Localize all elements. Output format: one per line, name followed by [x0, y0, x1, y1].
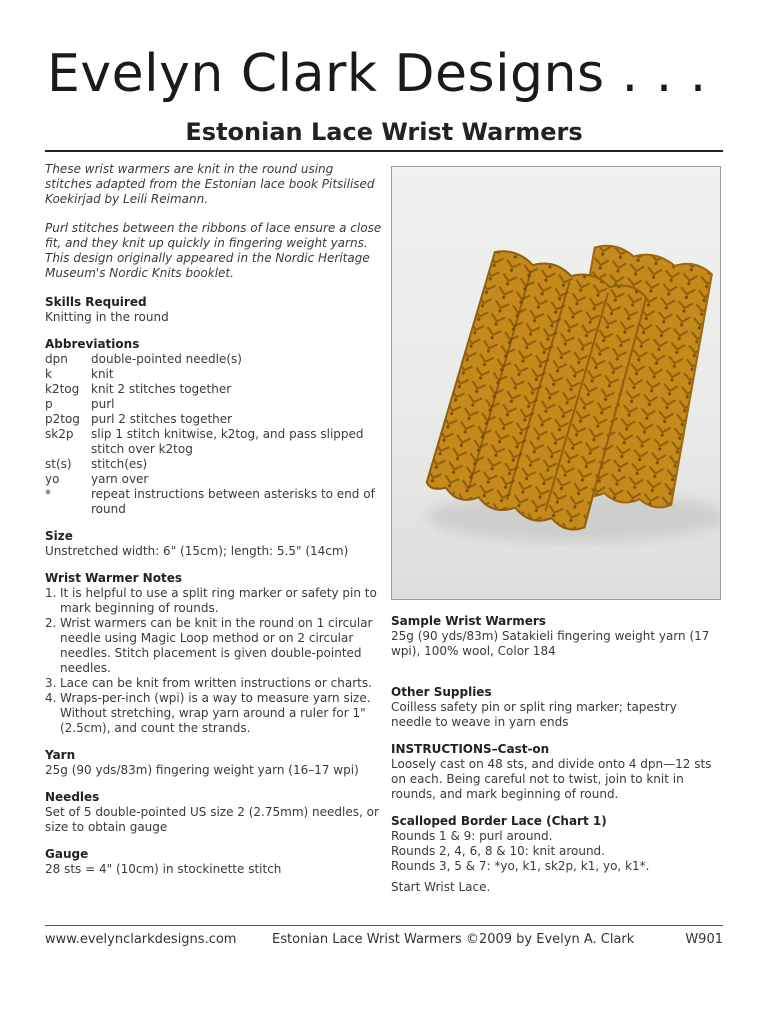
supplies-heading: Other Supplies	[391, 685, 492, 699]
footer-credit: Estonian Lace Wrist Warmers ©2009 by Evelyn A. Clark	[272, 932, 635, 947]
notes-heading: Wrist Warmer Notes	[45, 571, 182, 585]
brand-title: Evelyn Clark Designs . . .	[47, 44, 707, 104]
border-heading: Scalloped Border Lace (Chart 1)	[391, 814, 607, 828]
note-item	[45, 691, 383, 736]
wrist-warmers-illustration	[392, 167, 721, 600]
instructions-section	[391, 742, 721, 802]
abbreviations-heading: Abbreviations	[45, 337, 140, 351]
abbreviation-key: *	[45, 487, 51, 501]
note-number: 3.	[45, 676, 57, 690]
yarn-text: 25g (90 yds/83m) fingering weight yarn (16–17 wpi)	[45, 763, 359, 777]
border-line: Rounds 3, 5 & 7: *yo, k1, sk2p, k1, yo, k1*.	[391, 859, 650, 873]
footer-divider	[45, 925, 723, 926]
size-section	[45, 529, 383, 559]
abbreviation-row	[45, 352, 383, 367]
abbreviation-value: yarn over	[91, 472, 149, 486]
intro-paragraph-1: These wrist warmers are knit in the round using stitches adapted from the Estonian lace book Pitsilised Koekirjad by Leili Reimann.	[45, 162, 375, 206]
footer	[45, 930, 723, 950]
note-text: It is helpful to use a split ring marker or safety pin to mark beginning of rounds.	[60, 586, 377, 615]
abbreviation-value: purl	[91, 397, 115, 411]
gauge-section	[45, 847, 383, 877]
border-start-text: Start Wrist Lace.	[391, 880, 491, 894]
abbreviation-key: k	[45, 367, 52, 381]
left-column	[45, 162, 383, 889]
abbreviation-key: p	[45, 397, 53, 411]
footer-pattern-code: W901	[685, 932, 723, 947]
yarn-section	[45, 748, 383, 778]
abbreviation-row	[45, 397, 383, 412]
needles-heading: Needles	[45, 790, 100, 804]
abbreviation-key: p2tog	[45, 412, 80, 426]
skills-section	[45, 295, 383, 325]
abbreviations-section	[45, 337, 383, 517]
gauge-heading: Gauge	[45, 847, 89, 861]
abbreviation-row	[45, 427, 383, 457]
note-text: Wrist warmers can be knit in the round on 1 circular needle using Magic Loop method or on 2 circular needles. Stitch placement is given double-pointed needles.	[60, 616, 373, 675]
note-number: 1.	[45, 586, 57, 600]
note-text: Lace can be knit from written instructions or charts.	[60, 676, 372, 690]
skills-text: Knitting in the round	[45, 310, 169, 324]
footer-website-link[interactable]: www.evelynclarkdesigns.com	[45, 932, 237, 947]
needles-section	[45, 790, 383, 835]
sample-section	[391, 614, 721, 659]
border-line: Rounds 1 & 9: purl around.	[391, 829, 553, 843]
abbreviation-value: knit 2 stitches together	[91, 382, 232, 396]
wrist-warmers-photo	[391, 166, 721, 600]
pattern-title: Estonian Lace Wrist Warmers	[185, 118, 583, 146]
note-number: 2.	[45, 616, 57, 630]
right-column	[391, 614, 721, 907]
supplies-text: Coilless safety pin or split ring marker; tapestry needle to weave in yarn ends	[391, 700, 677, 729]
abbreviation-key: dpn	[45, 352, 68, 366]
border-line: Rounds 2, 4, 6, 8 & 10: knit around.	[391, 844, 605, 858]
abbreviation-key: yo	[45, 472, 60, 486]
abbreviation-row	[45, 412, 383, 427]
header-divider	[45, 150, 723, 152]
abbreviation-value: repeat instructions between asterisks to end of round	[91, 487, 375, 516]
note-text: Wraps-per-inch (wpi) is a way to measure yarn size. Without stretching, wrap yarn around a ruler for 1" (2.5cm), and count the strands.	[60, 691, 371, 735]
abbreviation-row	[45, 472, 383, 487]
abbreviation-value: slip 1 stitch knitwise, k2tog, and pass slipped stitch over k2tog	[91, 427, 364, 456]
yarn-heading: Yarn	[45, 748, 76, 762]
gauge-text: 28 sts = 4" (10cm) in stockinette stitch	[45, 862, 282, 876]
notes-list	[45, 586, 383, 736]
abbreviation-row	[45, 457, 383, 472]
instructions-text: Loosely cast on 48 sts, and divide onto 4 dpn—12 sts on each. Being careful not to twist, join to knit in rounds, and mark beginning of round.	[391, 757, 712, 801]
abbreviation-row	[45, 367, 383, 382]
notes-section	[45, 571, 383, 736]
abbreviation-value: knit	[91, 367, 114, 381]
note-item	[45, 586, 383, 616]
skills-heading: Skills Required	[45, 295, 147, 309]
size-text: Unstretched width: 6" (15cm); length: 5.5" (14cm)	[45, 544, 349, 558]
sample-heading: Sample Wrist Warmers	[391, 614, 546, 628]
abbreviation-row	[45, 487, 383, 517]
instructions-heading: INSTRUCTIONS–Cast-on	[391, 742, 550, 756]
intro-paragraph-2: Purl stitches between the ribbons of lace ensure a close fit, and they knit up quickly in fingering weight yarns. This design originally appeared in the Nordic Heritage Museum's Nordic Knits booklet.	[45, 221, 382, 280]
abbreviation-value: purl 2 stitches together	[91, 412, 233, 426]
note-item	[45, 616, 383, 676]
abbreviation-value: double-pointed needle(s)	[91, 352, 242, 366]
abbreviation-key: k2tog	[45, 382, 80, 396]
sample-text: 25g (90 yds/83m) Satakieli fingering weight yarn (17 wpi), 100% wool, Color 184	[391, 629, 710, 658]
note-item	[45, 676, 383, 691]
abbreviation-row	[45, 382, 383, 397]
supplies-section	[391, 685, 721, 730]
note-number: 4.	[45, 691, 57, 705]
abbreviation-key: sk2p	[45, 427, 74, 441]
border-section	[391, 814, 721, 895]
needles-text: Set of 5 double-pointed US size 2 (2.75mm) needles, or size to obtain gauge	[45, 805, 379, 834]
abbreviation-value: stitch(es)	[91, 457, 148, 471]
abbreviation-key: st(s)	[45, 457, 72, 471]
size-heading: Size	[45, 529, 73, 543]
